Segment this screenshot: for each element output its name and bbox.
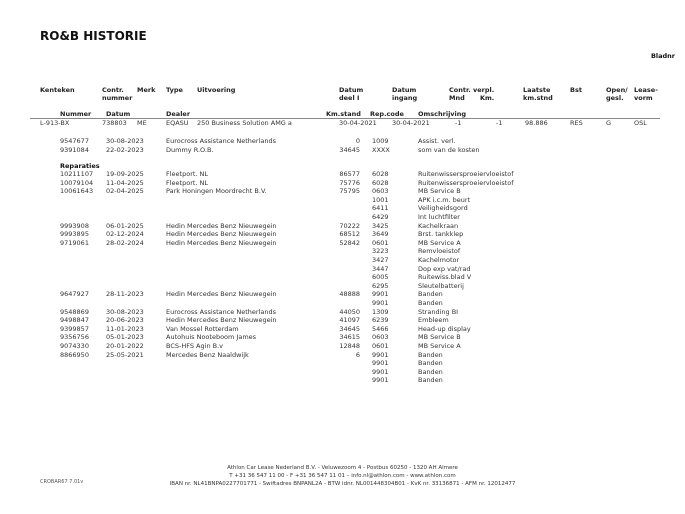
form-code: CROBAR67 7.01v (40, 479, 84, 485)
row-datum: 05-01-2023 (106, 333, 144, 342)
row-nummer: 10061643 (60, 187, 94, 196)
row-omschrijving: Veiligheidsgord (418, 204, 468, 213)
row-omschrijving: MB Service A (418, 342, 461, 350)
header-repcode: Rep.code (370, 110, 404, 118)
header-laatste-1: Laatste (523, 86, 551, 94)
vehicle-open: G (606, 119, 612, 127)
row-omschrijving: Ruitenwissersproeiervloeistof (418, 170, 514, 178)
row-rep-code: 6429 (372, 213, 389, 221)
row-dealer: Hedin Mercedes Benz Nieuwegein (166, 316, 277, 325)
row-rep-code: 5466 (372, 324, 389, 333)
row-omschrijving: Dop exp vat/rad (418, 264, 471, 273)
vehicle-bst: RES (570, 119, 583, 127)
row-nummer: 9074330 (60, 342, 89, 350)
row-dealer: Mercedes Benz Naaldwijk (166, 350, 249, 359)
row-omschrijving: Head-up display (418, 324, 471, 333)
row-omschrijving: MB Service B (418, 333, 461, 342)
row-datum: 11-04-2025 (106, 178, 144, 187)
row-dealer: BCS-HFS Agin B.v (166, 342, 223, 350)
row-nummer: 9993908 (60, 221, 89, 230)
row-dealer: Dummy R.O.B. (166, 145, 214, 154)
row-rep-code: 3425 (372, 221, 389, 230)
header-type: Type (166, 86, 183, 94)
row-nummer: 8866950 (60, 350, 89, 359)
row-datum: 20-06-2023 (106, 316, 144, 325)
row-dealer: Park Honingen Moordrecht B.V. (166, 187, 267, 196)
row-dealer: Hedin Mercedes Benz Nieuwegein (166, 238, 277, 247)
row-dealer: Fleetport. NL (166, 170, 209, 178)
row-dealer: Fleetport. NL (166, 178, 209, 187)
row-omschrijving: Banden (418, 367, 443, 376)
row-rep-code: 6028 (372, 170, 389, 178)
row-km: 52842 (339, 238, 360, 247)
row-rep-code: 3447 (372, 264, 389, 273)
table-row (0, 146, 685, 155)
row-datum: 11-01-2023 (106, 324, 144, 333)
row-omschrijving: Banden (418, 290, 443, 299)
row-omschrijving: Int luchtfilter (418, 213, 460, 221)
vehicle-leasevorm: OSL (634, 119, 647, 127)
row-omschrijving: Banden (418, 299, 443, 307)
header-nummer: Nummer (60, 110, 92, 118)
row-rep-code: 0603 (372, 187, 389, 196)
row-km: 75776 (339, 178, 360, 187)
row-km: 48888 (339, 290, 360, 299)
row-rep-code: 3223 (372, 247, 389, 256)
row-datum: 30-08-2023 (106, 307, 144, 316)
row-km: 6 (355, 350, 360, 359)
header-datum-ingang-1: Datum (392, 86, 417, 94)
row-nummer: 9647927 (60, 290, 89, 299)
page-number-label: Bladnr (650, 52, 675, 60)
header-open-2: gesl. (606, 94, 624, 102)
header-open-1: Open/ (606, 86, 628, 94)
row-nummer: 9356756 (60, 333, 89, 342)
row-datum: 06-01-2025 (106, 221, 144, 230)
row-rep-code: XXXX (372, 145, 390, 154)
header-contr-1: Contr. (102, 86, 124, 94)
vehicle-row (0, 119, 685, 128)
row-km: 44050 (339, 307, 360, 316)
header-bst: Bst (570, 86, 582, 94)
row-dealer: Hedin Mercedes Benz Nieuwegein (166, 230, 277, 239)
row-datum: 20-01-2022 (106, 342, 144, 350)
row-omschrijving: Brst. tankklep (418, 230, 464, 239)
row-datum: 02-12-2024 (106, 230, 144, 239)
row-nummer: 9547677 (60, 137, 89, 145)
vehicle-km: -1 (496, 119, 503, 127)
row-km: 68512 (339, 230, 360, 239)
row-omschrijving: Banden (418, 350, 443, 359)
row-km: 0 (355, 137, 360, 145)
footer-address: Athlon Car Lease Nederland B.V. - Veluwezoom 4 - Postbus 60250 - 1320 AH Almere (227, 465, 458, 471)
row-omschrijving: MB Service A (418, 238, 461, 247)
row-nummer: 10211107 (60, 170, 94, 178)
header-dealer: Dealer (166, 110, 191, 118)
row-datum: 25-05-2021 (106, 350, 144, 359)
header-laatste-2: km.stnd (523, 94, 553, 102)
header-lease-2: vorm (634, 94, 653, 102)
row-rep-code: 6295 (372, 281, 389, 290)
row-rep-code: 6411 (372, 204, 389, 213)
header-uitvoering: Uitvoering (197, 86, 236, 94)
row-datum: 28-02-2024 (106, 238, 144, 247)
header-datum-ingang-2: ingang (392, 94, 418, 102)
row-km: 41097 (339, 316, 360, 325)
vehicle-merk: ME (137, 119, 147, 127)
header-lease-1: Lease- (634, 86, 658, 94)
vehicle-type: EQASU (166, 119, 189, 127)
table-row (0, 376, 685, 385)
row-rep-code: 1009 (372, 137, 389, 145)
row-rep-code: 9901 (372, 299, 389, 307)
header-datum-deel-2: deel I (339, 94, 360, 102)
row-dealer: Van Mossel Rotterdam (166, 324, 239, 333)
row-datum: 19-09-2025 (106, 170, 144, 178)
row-rep-code: 6005 (372, 273, 389, 282)
row-dealer: Eurocross Assistance Netherlands (166, 137, 276, 145)
row-omschrijving: som van de kosten (418, 145, 480, 154)
row-km: 34645 (339, 145, 360, 154)
row-omschrijving: Sleutelbatterij (418, 281, 464, 290)
header-kenteken: Kenteken (40, 86, 75, 94)
row-omschrijving: MB Service B (418, 187, 461, 196)
header-kmstand: Km.stand (326, 110, 361, 118)
footer-bank: IBAN nr. NL41BNPA0227701771 - Swiftadres BNPANL2A - BTW idnr. NL001448304B01 - KvK nr. 33136871 - AFM nr. 12012477 (169, 481, 516, 487)
row-datum: 22-02-2023 (106, 145, 144, 154)
header-contr-verpl: Contr. verpl. (449, 86, 495, 94)
row-omschrijving: APK i.c.m. beurt (418, 195, 471, 204)
vehicle-datum-deel-1: 30-04-2021 (339, 119, 377, 127)
row-omschrijving: Embleem (418, 316, 449, 325)
row-omschrijving: Banden (418, 359, 443, 368)
row-rep-code: 9901 (372, 350, 389, 359)
row-nummer: 9391084 (60, 145, 89, 154)
header-datum: Datum (106, 110, 131, 118)
row-rep-code: 1309 (372, 307, 389, 316)
vehicle-datum-ingang: 30-04-2021 (392, 119, 430, 127)
vehicle-uitvoering: 250 Business Solution AMG a (197, 119, 292, 127)
header-km: Km. (480, 94, 495, 102)
row-rep-code: 0601 (372, 238, 389, 247)
row-km: 86577 (339, 170, 360, 178)
section-reparaties: Reparaties (60, 162, 100, 170)
row-dealer: Eurocross Assistance Netherlands (166, 307, 276, 316)
row-km: 70222 (339, 221, 360, 230)
row-datum: 28-11-2023 (106, 290, 144, 299)
row-nummer: 10079104 (60, 178, 94, 187)
row-nummer: 9993895 (60, 230, 89, 239)
row-km: 34615 (339, 333, 360, 342)
header-omschrijving: Omschrijving (418, 110, 467, 118)
vehicle-contract: 738803 (102, 119, 127, 127)
row-km: 34645 (339, 324, 360, 333)
header-datum-deel-1: Datum (339, 86, 364, 94)
row-omschrijving: Ruitewiss.blad V (418, 273, 472, 282)
row-rep-code: 9901 (372, 367, 389, 376)
vehicle-kenteken: L-913-BX (40, 119, 70, 127)
footer-contact: T +31 36 547 11 00 - F +31 36 547 11 01 – info.nl@athlon.com - www.athlon.com (229, 473, 456, 479)
row-rep-code: 9901 (372, 359, 389, 368)
row-nummer: 9719061 (60, 238, 89, 247)
row-nummer: 9399857 (60, 324, 89, 333)
row-rep-code: 9901 (372, 290, 389, 299)
row-omschrijving: Remvloeistof (418, 247, 461, 256)
row-omschrijving: Kachelmotor (418, 256, 460, 264)
row-dealer: Hedin Mercedes Benz Nieuwegein (166, 290, 277, 299)
row-rep-code: 3427 (372, 256, 389, 264)
row-nummer: 9548869 (60, 307, 89, 316)
row-datum: 30-08-2023 (106, 137, 144, 145)
row-omschrijving: Stranding BI (418, 307, 459, 316)
row-nummer: 9498847 (60, 316, 89, 325)
row-rep-code: 6239 (372, 316, 389, 325)
header-merk: Merk (137, 86, 156, 94)
row-rep-code: 0603 (372, 333, 389, 342)
row-omschrijving: Ruitenwissersproeiervloeistof (418, 178, 514, 187)
row-km: 12848 (339, 342, 360, 350)
document-title: RO&B HISTORIE (40, 29, 147, 43)
row-omschrijving: Banden (418, 376, 443, 385)
row-rep-code: 6028 (372, 178, 389, 187)
row-dealer: Autohuis Nooteboom James (166, 333, 257, 342)
header-mnd: Mnd (449, 94, 465, 102)
header-contr-2: nummer (102, 94, 133, 102)
row-rep-code: 1001 (372, 195, 389, 204)
vehicle-laatste-km: 98.886 (525, 119, 548, 127)
row-datum: 02-04-2025 (106, 187, 144, 196)
row-omschrijving: Assist. verl. (418, 137, 456, 145)
row-km: 75795 (339, 187, 360, 196)
row-dealer: Hedin Mercedes Benz Nieuwegein (166, 221, 277, 230)
row-rep-code: 0601 (372, 342, 389, 350)
row-rep-code: 3649 (372, 230, 389, 239)
row-rep-code: 9901 (372, 376, 389, 385)
vehicle-mnd: -1 (455, 119, 462, 127)
row-omschrijving: Kachelkraan (418, 221, 459, 230)
